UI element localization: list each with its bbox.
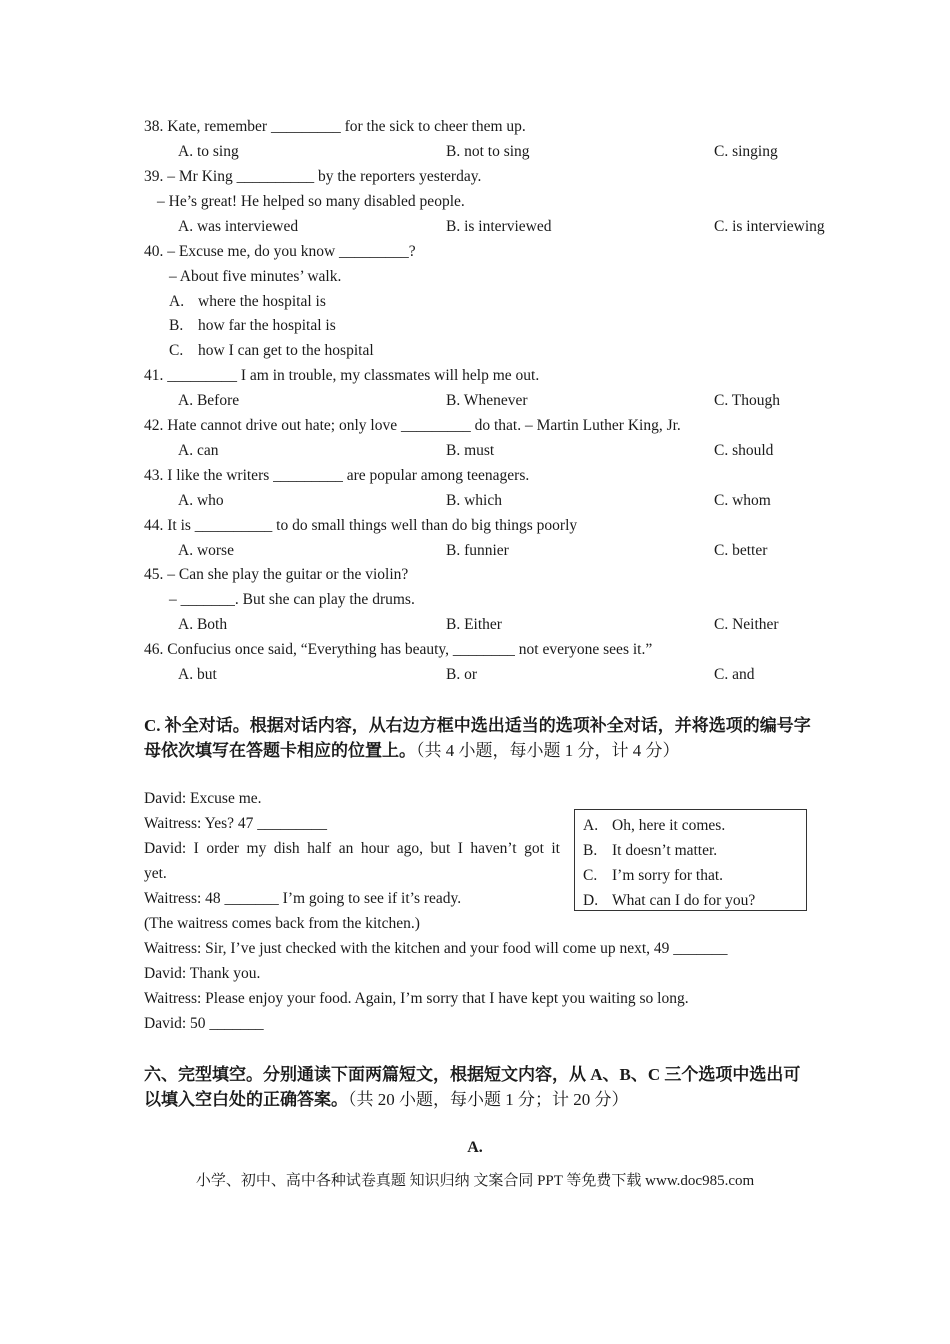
section-6-heading: 六、完型填空。分别通读下面两篇短文，根据短文内容，从 A、B、C 三个选项中选出可以填入空白处的正确答案。（共 20 小题，每小题 1 分；计 20 分） — [144, 1065, 801, 1109]
question-39-option-c: C. is interviewing — [714, 218, 825, 235]
box-option-c: C. I’m sorry for that. — [583, 867, 724, 884]
question-40-reply: – About five minutes’ walk. — [169, 268, 342, 285]
question-45-stem: 45. – Can she play the guitar or the violin? — [144, 566, 409, 583]
question-40-option-a: A. where the hospital is — [169, 293, 326, 310]
section-c-heading: C. 补全对话。根据对话内容，从右边方框中选出适当的选项补全对话，并将选项的编号字母依次填写在答题卡相应的位置上。（共 4 小题，每小题 1 分，计 4 分） — [144, 716, 811, 760]
page-footer: 小学、初中、高中各种试卷真题 知识归纳 文案合同 PPT 等免费下载 www.doc985.com — [195, 1173, 755, 1189]
question-41-option-b: B. Whenever — [446, 392, 528, 409]
dialogue-line-6: (The waitress comes back from the kitchen.) — [144, 915, 420, 932]
question-45-option-a: A. Both — [178, 616, 228, 633]
passage-label: A. — [467, 1139, 483, 1156]
question-38-option-c: C. singing — [714, 143, 778, 160]
question-43-option-a: A. who — [178, 492, 224, 509]
dialogue-line-9: Waitress: Please enjoy your food. Again, I’m sorry that I have kept you waiting so long. — [144, 990, 689, 1007]
dialogue-line-4: yet. — [144, 865, 167, 882]
question-40-option-c: C. how I can get to the hospital — [169, 342, 374, 359]
question-45-option-c: C. Neither — [714, 616, 779, 633]
box-option-d: D. What can I do for you? — [583, 892, 756, 909]
question-46-option-a: A. but — [178, 666, 217, 683]
dialogue-line-8: David: Thank you. — [144, 965, 261, 982]
question-38-option-a: A. to sing — [178, 143, 239, 160]
question-44-option-b: B. funnier — [446, 542, 509, 559]
dialogue-line-3: David: I order my dish half an hour ago, but I haven’t got it — [144, 840, 560, 857]
question-46-option-b: B. or — [446, 666, 477, 683]
question-44-option-c: C. better — [714, 542, 768, 559]
question-42-option-b: B. must — [446, 442, 495, 459]
question-41-option-c: C. Though — [714, 392, 781, 409]
question-39-reply: – He’s great! He helped so many disabled people. — [157, 193, 465, 210]
question-42-stem: 42. Hate cannot drive out hate; only love _________ do that. – Martin Luther King, Jr. — [144, 417, 681, 434]
box-option-a: A. Oh, here it comes. — [583, 817, 726, 834]
question-39-option-b: B. is interviewed — [446, 218, 552, 235]
options-box — [574, 809, 807, 911]
dialogue-line-10: David: 50 _______ — [144, 1015, 264, 1032]
question-44-stem: 44. It is __________ to do small things well than do big things poorly — [144, 517, 578, 534]
question-45-option-b: B. Either — [446, 616, 502, 633]
question-41-stem: 41. _________ I am in trouble, my classmates will help me out. — [144, 367, 540, 384]
dialogue-line-7: Waitress: Sir, I’ve just checked with the kitchen and your food will come up next, 49 _______ — [144, 940, 728, 957]
question-41-option-a: A. Before — [178, 392, 240, 409]
box-option-b: B. It doesn’t matter. — [583, 842, 718, 859]
question-43-option-b: B. which — [446, 492, 502, 509]
question-38-option-b: B. not to sing — [446, 143, 530, 160]
question-42-option-a: A. can — [178, 442, 219, 459]
dialogue-line-1: David: Excuse me. — [144, 790, 262, 807]
question-39-option-a: A. was interviewed — [178, 218, 299, 235]
dialogue-line-5: Waitress: 48 _______ I’m going to see if it’s ready. — [144, 890, 462, 907]
question-39-stem: 39. – Mr King __________ by the reporters yesterday. — [144, 168, 482, 185]
question-43-stem: 43. I like the writers _________ are popular among teenagers. — [144, 467, 530, 484]
question-44-option-a: A. worse — [178, 542, 234, 559]
question-45-reply: – _______. But she can play the drums. — [169, 591, 415, 608]
dialogue-line-2: Waitress: Yes? 47 _________ — [144, 815, 328, 832]
question-40-option-b: B. how far the hospital is — [169, 317, 336, 334]
question-42-option-c: C. should — [714, 442, 774, 459]
question-43-option-c: C. whom — [714, 492, 771, 509]
question-38-stem: 38. Kate, remember _________ for the sick to cheer them up. — [144, 118, 526, 135]
question-40-stem: 40. – Excuse me, do you know _________? — [144, 243, 416, 260]
question-46-stem: 46. Confucius once said, “Everything has beauty, ________ not everyone sees it.” — [144, 641, 653, 658]
question-46-option-c: C. and — [714, 666, 755, 683]
